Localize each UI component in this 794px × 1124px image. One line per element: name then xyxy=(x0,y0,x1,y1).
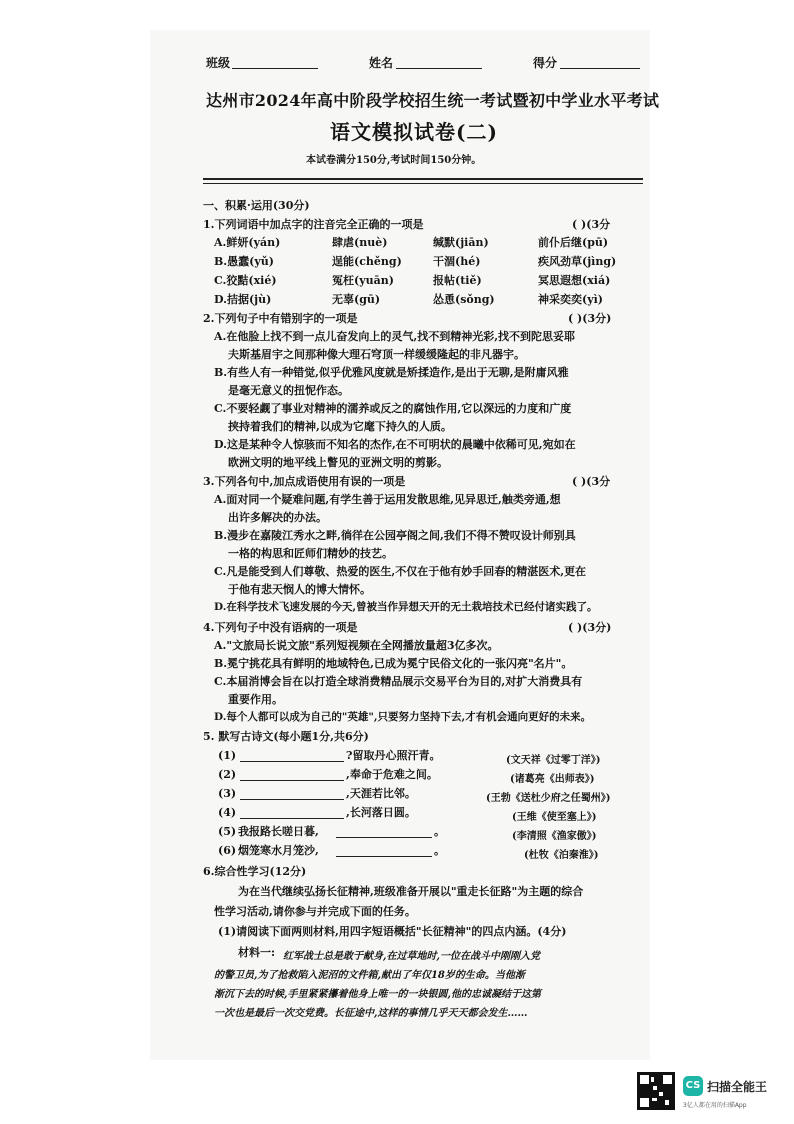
q5-item-num: (6) xyxy=(218,844,237,857)
q5-item-num: (4) xyxy=(218,806,237,819)
q4-line: 重要作用。 xyxy=(228,693,283,706)
q1-option: C.狡黠(xié) xyxy=(214,274,277,287)
q1-mark: ( )(3分 xyxy=(572,218,611,231)
q3-line: C.凡是能受到人们尊敬、热爱的医生,不仅在于他有妙手回春的精湛医术,更在 xyxy=(214,565,587,578)
q2-line: C.不要轻觑了事业对精神的濡养或反之的腐蚀作用,它以深远的力度和广度 xyxy=(214,402,572,415)
q1-option: 冤枉(yuān) xyxy=(332,274,394,287)
q3-line: A.面对同一个疑难问题,有学生善于运用发散思维,见异思迁,触类旁通,想 xyxy=(214,493,561,506)
q5-item-source: (文天祥《过零丁洋》) xyxy=(506,755,601,766)
q5-item-num: (5) xyxy=(218,825,237,838)
q6-stem: 6.综合性学习(12分) xyxy=(203,865,307,878)
brand-subtitle: 3亿人都在用的扫描App xyxy=(683,1102,747,1109)
q5-item-source: (王维《使至塞上》) xyxy=(512,812,597,823)
q3-mark: ( )(3分 xyxy=(572,475,611,488)
paper-title: 语文模拟试卷(二) xyxy=(330,120,498,144)
q4-line: C.本届消博会旨在以打造全球消费精品展示交易平台为目的,对扩大消费具有 xyxy=(214,675,583,688)
material-line: 红军战士总是敢于献身,在过草地时,一位在战斗中刚刚入党 xyxy=(283,951,540,962)
q1-option: A.鲜妍(yán) xyxy=(214,236,281,249)
name-label: 姓名 xyxy=(369,56,394,70)
q5-item-text: 。 xyxy=(434,825,445,838)
q3-line: 于他有悲天悯人的博大情怀。 xyxy=(228,583,371,596)
material-line: 的警卫员,为了抢救陷入泥沼的文件箱,献出了年仅18岁的生命。当他渐 xyxy=(214,970,525,981)
q1-option: 冥思遐想(xiá) xyxy=(538,274,611,287)
q1-option: 怂恿(sǒng) xyxy=(433,293,495,306)
q1-option: D.拮据(jù) xyxy=(214,293,272,306)
q4-stem: 4.下列句子中没有语病的一项是 xyxy=(203,621,358,634)
q5-item-num: (2) xyxy=(218,768,237,781)
q2-line: 欧洲文明的地平线上瞥见的亚洲文明的剪影。 xyxy=(228,456,448,469)
q5-item-source: (诸葛亮《出师表》) xyxy=(510,774,595,785)
class-field[interactable] xyxy=(232,68,318,69)
exam-note: 本试卷满分150分,考试时间150分钟。 xyxy=(306,155,482,166)
q5-item-text: ,天涯若比邻。 xyxy=(346,787,416,800)
q5-answer-blank[interactable] xyxy=(240,818,344,819)
q1-stem: 1.下列词语中加点字的注音完全正确的一项是 xyxy=(203,218,424,231)
q6-subquestion: (1)请阅读下面两则材料,用四字短语概括"长征精神"的四点内涵。(4分) xyxy=(218,925,567,938)
material-line: 一次也是最后一次交党费。长征途中,这样的事情几乎天天都会发生…… xyxy=(214,1008,528,1019)
q1-option: 肆虐(nuè) xyxy=(332,236,388,249)
q6-intro: 性学习活动,请你参与并完成下面的任务。 xyxy=(214,905,416,918)
q5-stem: 5. 默写古诗文(每小题1分,共6分) xyxy=(203,730,369,743)
q5-item-text: ?留取丹心照汗青。 xyxy=(346,749,441,762)
q2-line: 挟持着我们的精神,以成为它麾下持久的人质。 xyxy=(228,420,452,433)
q2-stem: 2.下列句子中有错别字的一项是 xyxy=(203,312,358,325)
q6-intro: 为在当代继续弘扬长征精神,班级准备开展以"重走长征路"为主题的综合 xyxy=(238,885,584,898)
q4-line: B.冕宁挑花具有鲜明的地域特色,已成为冕宁民俗文化的一张闪亮"名片"。 xyxy=(214,657,573,670)
camscanner-logo-icon: CS xyxy=(683,1076,703,1096)
material-line: 渐沉下去的时候,手里紧紧攥着他身上唯一的一块银圆,他的忠诚凝结于这第 xyxy=(214,989,541,1000)
header-divider-thin xyxy=(203,183,643,184)
q2-line: 是毫无意义的扭怩作态。 xyxy=(228,384,349,397)
q4-mark: ( )(3分) xyxy=(568,621,612,634)
q5-answer-blank[interactable] xyxy=(240,799,344,800)
q5-item-text: 我报路长嗟日暮, xyxy=(238,825,319,838)
q5-item-source: (杜牧《泊秦淮》) xyxy=(524,850,599,861)
q4-line: A."文旅局长说文旅"系列短视频在全网播放量超3亿多次。 xyxy=(214,639,499,652)
q5-item-source: (李清照《渔家傲》) xyxy=(512,831,597,842)
q5-answer-blank[interactable] xyxy=(336,837,432,838)
brand-name: 扫描全能王 xyxy=(707,1080,768,1094)
q5-answer-blank[interactable] xyxy=(240,780,344,781)
header-divider xyxy=(203,178,643,180)
q5-item-text: 烟笼寒水月笼沙, xyxy=(238,844,319,857)
q1-option: B.愚蠢(yǔ) xyxy=(214,255,274,268)
score-label: 得分 xyxy=(533,56,558,70)
q1-option: 逞能(chěng) xyxy=(332,255,402,268)
q2-line: A.在他脸上找不到一点儿奋发向上的灵气,找不到精神光彩,找不到陀思妥耶 xyxy=(214,330,576,343)
q5-item-num: (3) xyxy=(218,787,237,800)
q3-line: D.在科学技术飞速发展的今天,曾被当作异想天开的无土栽培技术已经付诸实践了。 xyxy=(214,601,598,613)
q3-line: 一格的构思和匠师们精妙的技艺。 xyxy=(228,547,393,560)
q5-answer-blank[interactable] xyxy=(240,761,344,762)
q5-answer-blank[interactable] xyxy=(336,856,432,857)
q1-option: 疾风劲草(jìng) xyxy=(538,255,617,268)
q2-line: B.有些人有一种错觉,似乎优雅风度就是矫揉造作,是出于无聊,是附庸风雅 xyxy=(214,366,569,379)
q1-option: 前仆后继(pū) xyxy=(538,236,609,249)
q2-line: D.这是某种令人惊骇而不知名的杰作,在不可明状的晨曦中依稀可见,宛如在 xyxy=(214,438,576,451)
score-field[interactable] xyxy=(560,68,640,69)
exam-title: 达州市2024年高中阶段学校招生统一考试暨初中学业水平考试 xyxy=(206,91,660,110)
q2-line: 夫斯基眉宇之间那种像大理石穹顶一样缓缓隆起的非凡器宇。 xyxy=(228,348,525,361)
material-label: 材料一: xyxy=(238,946,276,959)
q1-option: 干涸(hé) xyxy=(433,255,481,268)
q1-option: 报帖(tiě) xyxy=(433,274,482,287)
q5-item-text: ,长河落日圆。 xyxy=(346,806,416,819)
q3-stem: 3.下列各句中,加点成语使用有误的一项是 xyxy=(203,475,406,488)
qr-code-icon xyxy=(637,1072,675,1110)
q5-item-source: (王勃《送杜少府之任蜀州》) xyxy=(486,793,611,804)
q5-item-text: 。 xyxy=(434,844,445,857)
q5-item-num: (1) xyxy=(218,749,237,762)
q1-option: 缄默(jiān) xyxy=(433,236,489,249)
q3-line: B.漫步在嘉陵江秀水之畔,徜徉在公园亭阁之间,我们不得不赞叹设计师别具 xyxy=(214,529,576,542)
q5-item-text: ,奉命于危难之间。 xyxy=(346,768,438,781)
q3-line: 出许多解决的办法。 xyxy=(228,511,327,524)
class-label: 班级 xyxy=(206,56,231,70)
q1-option: 无辜(gū) xyxy=(332,293,381,306)
section-title: 一、积累·运用(30分) xyxy=(203,199,310,212)
q4-line: D.每个人都可以成为自己的"英雄",只要努力坚持下去,才有机会通向更好的未来。 xyxy=(214,711,592,723)
q2-mark: ( )(3分) xyxy=(568,312,612,325)
name-field[interactable] xyxy=(396,68,482,69)
q1-option: 神采奕奕(yì) xyxy=(538,293,603,306)
